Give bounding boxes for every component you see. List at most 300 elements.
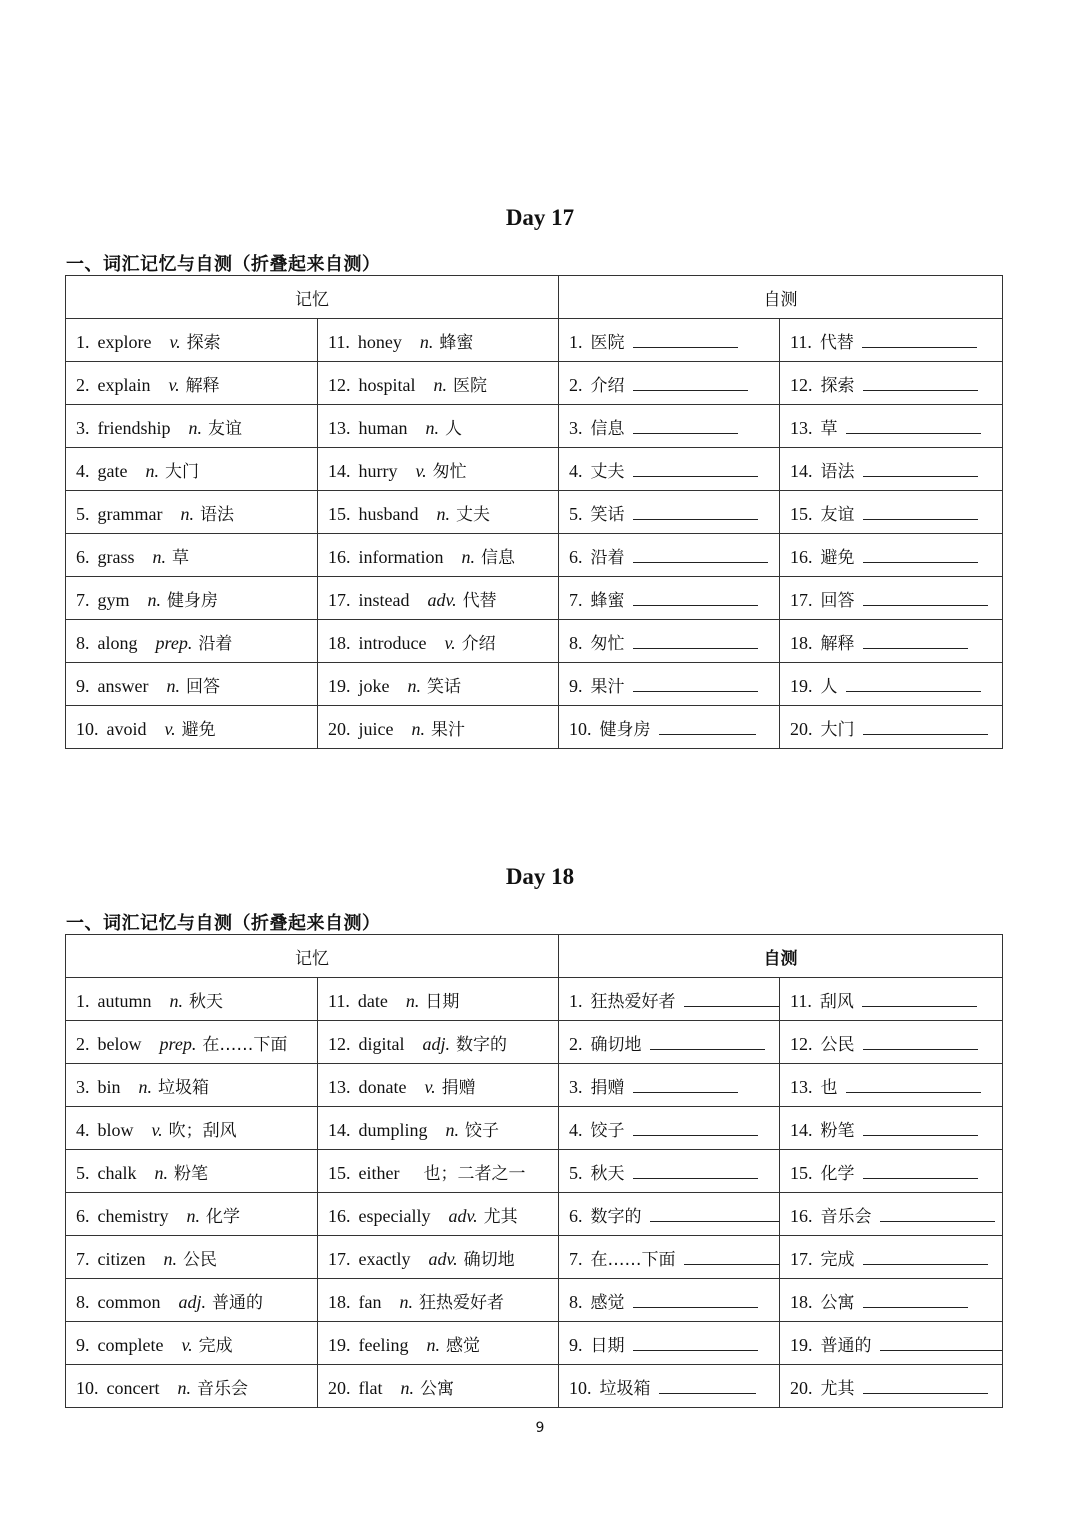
chinese-prompt: 公寓 bbox=[820, 1292, 855, 1313]
chinese-prompt: 数字的 bbox=[590, 1206, 642, 1227]
answer-blank[interactable] bbox=[846, 675, 981, 692]
part-of-speech: n. bbox=[436, 503, 450, 524]
test-cell bbox=[559, 534, 780, 577]
table-row bbox=[66, 978, 1003, 1021]
answer-blank[interactable] bbox=[659, 1377, 756, 1394]
chinese-prompt: 草 bbox=[820, 418, 838, 439]
item-number: 5. bbox=[76, 1162, 90, 1183]
answer-blank[interactable] bbox=[650, 1033, 765, 1050]
test-cell bbox=[780, 1107, 1003, 1150]
answer-blank[interactable] bbox=[862, 990, 977, 1007]
answer-blank[interactable] bbox=[863, 1248, 988, 1265]
english-word: human bbox=[358, 417, 408, 438]
test-cell bbox=[559, 1021, 780, 1064]
memory-cell bbox=[66, 663, 318, 706]
table-row bbox=[66, 1279, 1003, 1322]
chinese-meaning: 语法 bbox=[199, 504, 234, 525]
test-cell bbox=[780, 1150, 1003, 1193]
chinese-prompt: 完成 bbox=[820, 1249, 855, 1270]
part-of-speech: n. bbox=[426, 1334, 440, 1355]
test-header: 自测 bbox=[559, 935, 1003, 978]
chinese-meaning: 解释 bbox=[185, 375, 220, 396]
table-row bbox=[66, 362, 1003, 405]
chinese-meaning: 完成 bbox=[198, 1335, 233, 1356]
test-cell bbox=[780, 1064, 1003, 1107]
chinese-meaning: 探索 bbox=[186, 332, 221, 353]
part-of-speech: adv. bbox=[427, 589, 457, 610]
day-17-section-title: 一、词汇记忆与自测（折叠起来自测） bbox=[66, 254, 381, 275]
item-number: 19. bbox=[328, 1334, 351, 1355]
answer-blank[interactable] bbox=[633, 1291, 758, 1308]
english-word: below bbox=[97, 1033, 142, 1054]
answer-blank[interactable] bbox=[633, 1076, 738, 1093]
english-word: chemistry bbox=[97, 1205, 169, 1226]
answer-blank[interactable] bbox=[863, 374, 978, 391]
table-row bbox=[66, 1150, 1003, 1193]
memory-cell bbox=[66, 448, 318, 491]
chinese-meaning: 音乐会 bbox=[196, 1378, 248, 1399]
chinese-prompt: 果汁 bbox=[590, 676, 625, 697]
answer-blank[interactable] bbox=[633, 1334, 758, 1351]
chinese-prompt: 狂热爱好者 bbox=[590, 991, 676, 1012]
answer-blank[interactable] bbox=[633, 417, 738, 434]
part-of-speech: v. bbox=[151, 1119, 163, 1140]
english-word: complete bbox=[97, 1334, 164, 1355]
part-of-speech: n. bbox=[152, 546, 166, 567]
chinese-prompt: 大门 bbox=[820, 719, 855, 740]
item-number: 13. bbox=[790, 417, 813, 438]
english-word: autumn bbox=[97, 990, 152, 1011]
item-number: 18. bbox=[790, 632, 813, 653]
test-cell bbox=[780, 448, 1003, 491]
memory-cell bbox=[318, 1107, 559, 1150]
item-number: 12. bbox=[328, 374, 351, 395]
memory-header: 记忆 bbox=[66, 935, 559, 978]
chinese-prompt: 普通的 bbox=[820, 1335, 872, 1356]
item-number: 3. bbox=[569, 417, 583, 438]
answer-blank[interactable] bbox=[863, 718, 988, 735]
test-cell bbox=[559, 319, 780, 362]
part-of-speech: n. bbox=[407, 675, 421, 696]
memory-cell bbox=[318, 1064, 559, 1107]
answer-blank[interactable] bbox=[863, 589, 988, 606]
table-row bbox=[66, 1236, 1003, 1279]
item-number: 11. bbox=[328, 990, 350, 1011]
chinese-meaning: 人 bbox=[445, 418, 462, 439]
item-number: 7. bbox=[76, 589, 90, 610]
chinese-meaning: 医院 bbox=[453, 375, 487, 396]
header-row bbox=[66, 935, 1003, 978]
test-cell bbox=[780, 663, 1003, 706]
chinese-meaning: 公寓 bbox=[420, 1378, 454, 1399]
item-number: 15. bbox=[790, 1162, 813, 1183]
chinese-meaning: 信息 bbox=[480, 547, 515, 568]
item-number: 4. bbox=[76, 1119, 90, 1140]
item-number: 19. bbox=[790, 675, 813, 696]
answer-blank[interactable] bbox=[659, 718, 756, 735]
item-number: 6. bbox=[76, 546, 90, 567]
chinese-prompt: 介绍 bbox=[590, 375, 625, 396]
test-cell bbox=[559, 706, 780, 749]
table-row bbox=[66, 1193, 1003, 1236]
answer-blank[interactable] bbox=[863, 1377, 988, 1394]
test-cell bbox=[780, 706, 1003, 749]
memory-cell bbox=[318, 319, 559, 362]
test-cell bbox=[559, 1279, 780, 1322]
item-number: 10. bbox=[569, 1377, 592, 1398]
chinese-prompt: 尤其 bbox=[820, 1378, 855, 1399]
table-row bbox=[66, 319, 1003, 362]
chinese-meaning: 秋天 bbox=[189, 991, 223, 1012]
item-number: 11. bbox=[328, 331, 350, 352]
item-number: 8. bbox=[76, 632, 90, 653]
english-word: citizen bbox=[97, 1248, 146, 1269]
part-of-speech: n. bbox=[405, 990, 420, 1011]
item-number: 14. bbox=[328, 1119, 351, 1140]
chinese-prompt: 音乐会 bbox=[820, 1206, 872, 1227]
test-cell bbox=[559, 1107, 780, 1150]
memory-cell bbox=[318, 706, 559, 749]
english-word: date bbox=[357, 990, 388, 1011]
answer-blank[interactable] bbox=[633, 546, 768, 563]
day-18-section-title: 一、词汇记忆与自测（折叠起来自测） bbox=[66, 913, 381, 934]
chinese-meaning: 也；二者之一 bbox=[423, 1163, 526, 1184]
memory-cell bbox=[66, 362, 318, 405]
english-word: answer bbox=[97, 675, 149, 696]
item-number: 10. bbox=[76, 1377, 99, 1398]
part-of-speech: adj. bbox=[422, 1033, 451, 1054]
part-of-speech: n. bbox=[154, 1162, 168, 1183]
table-row bbox=[66, 448, 1003, 491]
item-number: 7. bbox=[76, 1248, 90, 1269]
english-word: flat bbox=[358, 1377, 383, 1398]
chinese-prompt: 回答 bbox=[820, 590, 855, 611]
answer-blank[interactable] bbox=[863, 1033, 978, 1050]
item-number: 19. bbox=[328, 675, 351, 696]
item-number: 16. bbox=[790, 1205, 813, 1226]
chinese-meaning: 介绍 bbox=[461, 633, 496, 654]
item-number: 3. bbox=[569, 1076, 583, 1097]
part-of-speech: n. bbox=[145, 460, 159, 481]
answer-blank[interactable] bbox=[863, 1291, 968, 1308]
memory-cell bbox=[66, 1365, 318, 1408]
memory-cell bbox=[66, 1193, 318, 1236]
test-cell bbox=[780, 405, 1003, 448]
item-number: 2. bbox=[569, 1033, 583, 1054]
test-cell bbox=[559, 448, 780, 491]
table-row bbox=[66, 1064, 1003, 1107]
chinese-meaning: 感觉 bbox=[445, 1335, 480, 1356]
chinese-meaning: 草 bbox=[172, 547, 189, 568]
memory-cell bbox=[66, 1021, 318, 1064]
item-number: 4. bbox=[569, 1119, 583, 1140]
chinese-meaning: 沿着 bbox=[198, 633, 233, 654]
answer-blank[interactable] bbox=[650, 1205, 780, 1222]
item-number: 16. bbox=[328, 546, 351, 567]
chinese-meaning: 饺子 bbox=[465, 1120, 500, 1141]
chinese-meaning: 垃圾箱 bbox=[158, 1077, 210, 1098]
item-number: 16. bbox=[328, 1205, 351, 1226]
chinese-meaning: 捐赠 bbox=[441, 1077, 476, 1098]
english-word: dumpling bbox=[358, 1119, 428, 1140]
part-of-speech: prep. bbox=[155, 632, 193, 653]
part-of-speech: n. bbox=[400, 1377, 414, 1398]
table-row bbox=[66, 1322, 1003, 1365]
memory-cell bbox=[66, 978, 318, 1021]
chinese-prompt: 感觉 bbox=[590, 1292, 625, 1313]
item-number: 18. bbox=[790, 1291, 813, 1312]
item-number: 11. bbox=[790, 990, 812, 1011]
item-number: 14. bbox=[328, 460, 351, 481]
memory-cell bbox=[318, 534, 559, 577]
chinese-prompt: 垃圾箱 bbox=[599, 1378, 651, 1399]
chinese-meaning: 普通的 bbox=[212, 1292, 264, 1313]
item-number: 8. bbox=[569, 1291, 583, 1312]
test-cell bbox=[559, 620, 780, 663]
test-cell bbox=[559, 491, 780, 534]
test-header: 自测 bbox=[559, 276, 1003, 319]
memory-cell bbox=[318, 1365, 559, 1408]
memory-cell bbox=[318, 1150, 559, 1193]
item-number: 17. bbox=[328, 589, 351, 610]
part-of-speech: n. bbox=[399, 1291, 413, 1312]
part-of-speech: adv. bbox=[448, 1205, 478, 1226]
english-word: information bbox=[358, 546, 444, 567]
part-of-speech: n. bbox=[411, 718, 425, 739]
answer-blank[interactable] bbox=[863, 546, 978, 563]
english-word: digital bbox=[358, 1033, 405, 1054]
answer-blank[interactable] bbox=[633, 374, 748, 391]
chinese-prompt: 解释 bbox=[820, 633, 855, 654]
part-of-speech: v. bbox=[424, 1076, 436, 1097]
english-word: gate bbox=[97, 460, 128, 481]
english-word: avoid bbox=[106, 718, 147, 739]
chinese-prompt: 笑话 bbox=[590, 504, 625, 525]
memory-cell bbox=[318, 978, 559, 1021]
part-of-speech: n. bbox=[147, 589, 162, 610]
item-number: 1. bbox=[569, 331, 583, 352]
chinese-meaning: 粉笔 bbox=[173, 1163, 208, 1184]
test-cell bbox=[780, 978, 1003, 1021]
memory-cell bbox=[318, 362, 559, 405]
answer-blank[interactable] bbox=[863, 503, 978, 520]
memory-cell bbox=[318, 620, 559, 663]
answer-blank[interactable] bbox=[863, 632, 968, 649]
chinese-meaning: 尤其 bbox=[483, 1206, 518, 1227]
chinese-meaning: 化学 bbox=[205, 1206, 240, 1227]
item-number: 17. bbox=[328, 1248, 351, 1269]
item-number: 14. bbox=[790, 460, 813, 481]
answer-blank[interactable] bbox=[633, 1162, 758, 1179]
english-word: grammar bbox=[97, 503, 163, 524]
english-word: hurry bbox=[358, 460, 398, 481]
chinese-meaning: 代替 bbox=[462, 590, 497, 611]
part-of-speech: v. bbox=[164, 718, 176, 739]
item-number: 18. bbox=[328, 1291, 351, 1312]
answer-blank[interactable] bbox=[846, 417, 981, 434]
english-word: grass bbox=[97, 546, 135, 567]
part-of-speech: n. bbox=[138, 1076, 153, 1097]
item-number: 6. bbox=[569, 546, 583, 567]
memory-cell bbox=[318, 577, 559, 620]
answer-blank[interactable] bbox=[633, 460, 758, 477]
item-number: 9. bbox=[76, 1334, 90, 1355]
memory-cell bbox=[66, 405, 318, 448]
chinese-prompt: 化学 bbox=[820, 1163, 855, 1184]
answer-blank[interactable] bbox=[880, 1334, 1003, 1351]
english-word: friendship bbox=[97, 417, 171, 438]
answer-blank[interactable] bbox=[863, 1162, 978, 1179]
english-word: hospital bbox=[358, 374, 416, 395]
chinese-prompt: 健身房 bbox=[599, 719, 651, 740]
item-number: 6. bbox=[569, 1205, 583, 1226]
english-word: joke bbox=[358, 675, 390, 696]
answer-blank[interactable] bbox=[633, 1119, 758, 1136]
answer-blank[interactable] bbox=[633, 589, 758, 606]
answer-blank[interactable] bbox=[633, 675, 758, 692]
memory-cell bbox=[66, 491, 318, 534]
test-cell bbox=[780, 577, 1003, 620]
english-word: either bbox=[358, 1162, 400, 1183]
chinese-meaning: 笑话 bbox=[427, 676, 461, 697]
item-number: 2. bbox=[569, 374, 583, 395]
answer-blank[interactable] bbox=[846, 1076, 981, 1093]
chinese-prompt: 蜂蜜 bbox=[590, 590, 625, 611]
answer-blank[interactable] bbox=[633, 331, 738, 348]
chinese-prompt: 粉笔 bbox=[820, 1120, 855, 1141]
memory-cell bbox=[318, 448, 559, 491]
english-word: husband bbox=[358, 503, 419, 524]
part-of-speech: n. bbox=[445, 1119, 460, 1140]
table-row bbox=[66, 1021, 1003, 1064]
item-number: 19. bbox=[790, 1334, 813, 1355]
item-number: 5. bbox=[76, 503, 90, 524]
test-cell bbox=[559, 1150, 780, 1193]
item-number: 5. bbox=[569, 503, 583, 524]
test-cell bbox=[559, 1236, 780, 1279]
chinese-prompt: 确切地 bbox=[590, 1034, 642, 1055]
test-cell bbox=[780, 1322, 1003, 1365]
test-cell bbox=[559, 663, 780, 706]
answer-blank[interactable] bbox=[863, 1119, 978, 1136]
memory-cell bbox=[318, 1322, 559, 1365]
item-number: 10. bbox=[76, 718, 99, 739]
item-number: 1. bbox=[76, 331, 90, 352]
memory-cell bbox=[66, 319, 318, 362]
test-cell bbox=[780, 1193, 1003, 1236]
memory-cell bbox=[66, 706, 318, 749]
part-of-speech: n. bbox=[425, 417, 439, 438]
item-number: 17. bbox=[790, 1248, 813, 1269]
english-word: feeling bbox=[358, 1334, 409, 1355]
answer-blank[interactable] bbox=[880, 1205, 995, 1222]
english-word: concert bbox=[106, 1377, 160, 1398]
item-number: 1. bbox=[569, 990, 583, 1011]
item-number: 7. bbox=[569, 589, 583, 610]
part-of-speech: n. bbox=[433, 374, 447, 395]
test-cell bbox=[780, 1279, 1003, 1322]
chinese-prompt: 刮风 bbox=[819, 991, 854, 1012]
chinese-meaning: 避免 bbox=[181, 719, 216, 740]
memory-cell bbox=[66, 1279, 318, 1322]
english-word: exactly bbox=[358, 1248, 411, 1269]
table-row bbox=[66, 706, 1003, 749]
part-of-speech: v. bbox=[181, 1334, 193, 1355]
item-number: 6. bbox=[76, 1205, 90, 1226]
part-of-speech: adv. bbox=[428, 1248, 458, 1269]
item-number: 14. bbox=[790, 1119, 813, 1140]
item-number: 11. bbox=[790, 331, 812, 352]
item-number: 7. bbox=[569, 1248, 583, 1269]
item-number: 20. bbox=[790, 1377, 813, 1398]
part-of-speech: prep. bbox=[159, 1033, 197, 1054]
english-word: explain bbox=[97, 374, 151, 395]
part-of-speech: n. bbox=[419, 331, 434, 352]
day-17-vocab-table bbox=[65, 275, 1003, 749]
item-number: 9. bbox=[76, 675, 90, 696]
part-of-speech: n. bbox=[163, 1248, 177, 1269]
test-cell bbox=[559, 1193, 780, 1236]
table-row bbox=[66, 1107, 1003, 1150]
answer-blank[interactable] bbox=[633, 503, 758, 520]
table-row bbox=[66, 1365, 1003, 1408]
test-cell bbox=[780, 1236, 1003, 1279]
answer-blank[interactable] bbox=[633, 632, 758, 649]
answer-blank[interactable] bbox=[684, 990, 780, 1007]
memory-cell bbox=[318, 1236, 559, 1279]
memory-cell bbox=[66, 534, 318, 577]
item-number: 12. bbox=[790, 1033, 813, 1054]
part-of-speech: n. bbox=[169, 990, 183, 1011]
chinese-prompt: 医院 bbox=[590, 332, 625, 353]
memory-cell bbox=[66, 577, 318, 620]
test-cell bbox=[780, 362, 1003, 405]
test-cell bbox=[559, 978, 780, 1021]
chinese-meaning: 数字的 bbox=[456, 1034, 508, 1055]
memory-cell bbox=[66, 1107, 318, 1150]
test-cell bbox=[780, 1365, 1003, 1408]
chinese-meaning: 日期 bbox=[425, 991, 460, 1012]
chinese-meaning: 狂热爱好者 bbox=[418, 1292, 504, 1313]
chinese-prompt: 秋天 bbox=[590, 1163, 625, 1184]
chinese-meaning: 友谊 bbox=[207, 418, 242, 439]
item-number: 16. bbox=[790, 546, 813, 567]
chinese-meaning: 大门 bbox=[164, 461, 199, 482]
item-number: 12. bbox=[328, 1033, 351, 1054]
table-row bbox=[66, 620, 1003, 663]
item-number: 20. bbox=[328, 1377, 351, 1398]
part-of-speech: adj. bbox=[178, 1291, 207, 1312]
answer-blank[interactable] bbox=[863, 460, 978, 477]
chinese-meaning: 吹；刮风 bbox=[168, 1120, 237, 1141]
answer-blank[interactable] bbox=[862, 331, 977, 348]
table-row bbox=[66, 577, 1003, 620]
item-number: 10. bbox=[569, 718, 592, 739]
test-cell bbox=[559, 577, 780, 620]
chinese-prompt: 捐赠 bbox=[590, 1077, 625, 1098]
english-word: fan bbox=[358, 1291, 382, 1312]
page-number: 9 bbox=[535, 1420, 545, 1436]
table-row bbox=[66, 663, 1003, 706]
part-of-speech: n. bbox=[180, 503, 194, 524]
answer-blank[interactable] bbox=[684, 1248, 780, 1265]
chinese-meaning: 公民 bbox=[182, 1249, 217, 1270]
memory-cell bbox=[66, 620, 318, 663]
english-word: gym bbox=[97, 589, 130, 610]
chinese-prompt: 语法 bbox=[820, 461, 855, 482]
item-number: 20. bbox=[790, 718, 813, 739]
item-number: 12. bbox=[790, 374, 813, 395]
